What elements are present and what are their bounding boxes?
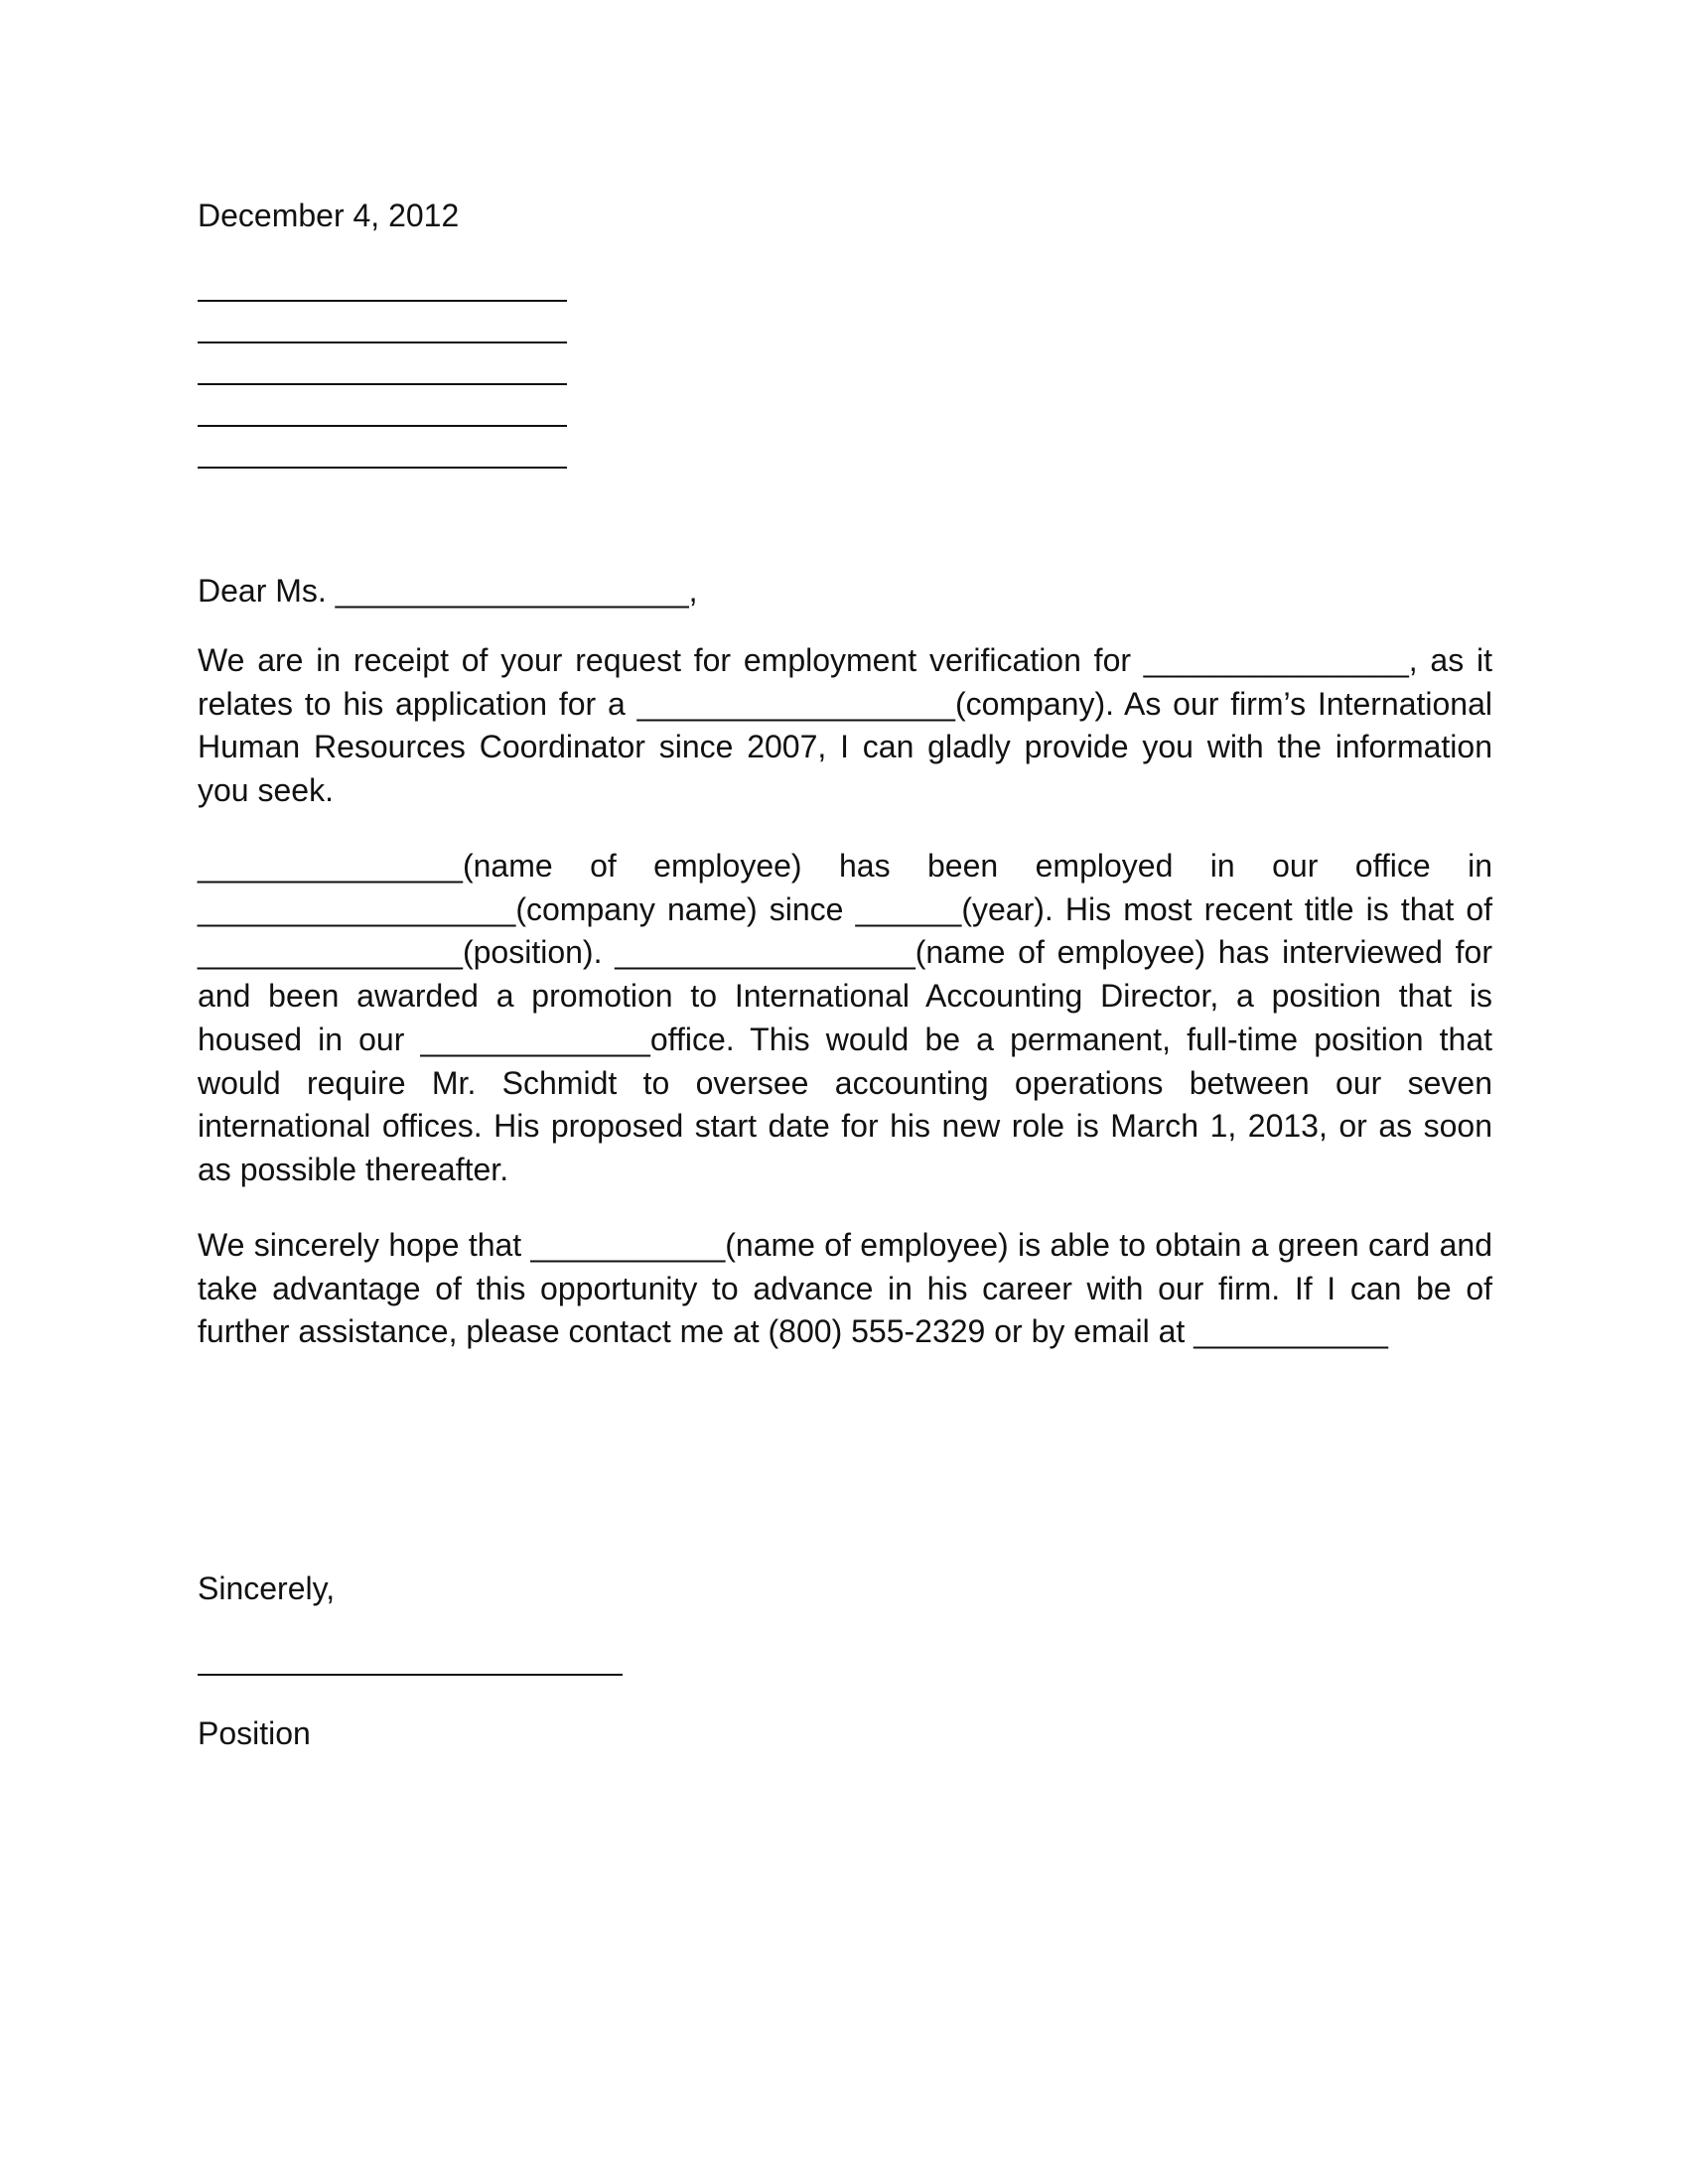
address-blank-line [198,260,567,302]
body-paragraph: We sincerely hope that ___________(name of employee) is able to obtain a green card and take advantage of this opportunity to advance in his career with our firm. If I can be of further assistance, please contact me at (800) 555-2329 or by email at ___________ [198,1227,1501,1350]
recipient-address-block [198,260,567,469]
signature-line [198,1674,623,1676]
salutation: Dear Ms. ____________________, [198,573,698,609]
address-blank-line [198,427,567,469]
closing: Sincerely, [198,1570,336,1606]
address-blank-line [198,302,567,343]
signature-title: Position [198,1715,311,1751]
address-blank-line [198,343,567,385]
body-paragraph: We are in receipt of your request for employment verification for _______________, as it relates to his application for a __________________(company). As our firm’s International Human Resources Coordinator since 2007, I can gladly provide you with the information you seek. [198,642,1501,809]
body-paragraph: _______________(name of employee) has been employed in our office in __________________(company name) since ______(year). His most recent title is that of _______________(position). _________________(name of employee) has interviewed for and been awarded a promotion to International Accounting Director, a position that is housed in our _____________office. This would be a permanent, full-time position that would require Mr. Schmidt to oversee accounting operations between our seven international offices. His proposed start date for his new role is March 1, 2013, or as soon as possible thereafter. [198,848,1501,1187]
letter-date: December 4, 2012 [198,198,460,233]
address-blank-line [198,385,567,427]
